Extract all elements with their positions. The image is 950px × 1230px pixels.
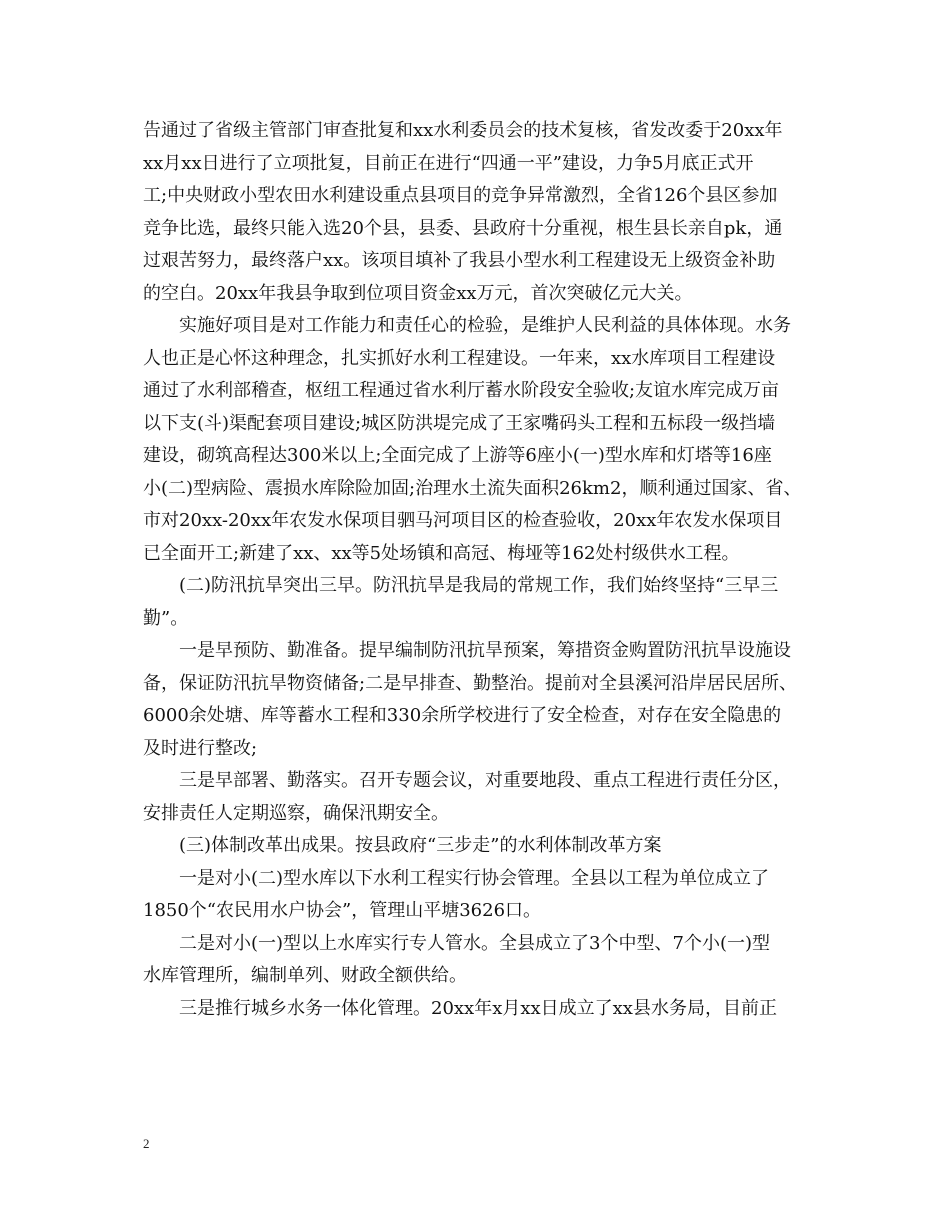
text-line: 三是早部署、勤落实。召开专题会议，对重要地段、重点工程进行责任分区， — [179, 770, 791, 791]
text-line: 一是早预防、勤准备。提早编制防汛抗旱预案，筹措资金购置防汛抗旱设施设 — [179, 640, 791, 661]
text-line: 过艰苦努力，最终落户xx。该项目填补了我县小型水利工程建设无上级资金补助 — [143, 250, 776, 271]
text-line: 安排责任人定期巡察，确保汛期安全。 — [143, 802, 449, 824]
text-line: 的空白。20xx年我县争取到位项目资金xx万元，首次突破亿元大关。 — [143, 282, 693, 304]
text-line: 水库管理所，编制单列、财政全额供给。 — [143, 965, 467, 986]
text-line: 已全面开工;新建了xx、xx等5处场镇和高冠、梅垭等162处村级供水工程。 — [143, 542, 740, 564]
text-line: 工;中央财政小型农田水利建设重点县项目的竞争异常激烈，全省126个县区参加 — [143, 185, 778, 206]
text-line: 二是对小(一)型以上水库实行专人管水。全县成立了3个中型、7个小(一)型 — [179, 932, 770, 954]
text-line: 一是对小(二)型水库以下水利工程实行协会管理。全县以工程为单位成立了 — [179, 867, 770, 889]
text-line: 小(二)型病险、震损水库除险加固;治理水土流失面积26km2，顺利通过国家、省、 — [143, 477, 802, 499]
text-line: 市对20xx-20xx年农发水保项目驷马河项目区的检查验收，20xx年农发水保项目 — [143, 510, 783, 531]
text-line: 及时进行整改; — [143, 737, 258, 759]
text-line: 通过了水利部稽查，枢纽工程通过省水利厅蓄水阶段安全验收;友谊水库完成万亩 — [143, 380, 780, 401]
text-line: 6000余处塘、库等蓄水工程和330余所学校进行了安全检查，对存在安全隐患的 — [143, 705, 782, 726]
text-line: 以下支(斗)渠配套项目建设;城区防洪堤完成了王家嘴码头工程和五标段一级挡墙 — [143, 412, 776, 434]
text-line: 勤”。 — [143, 607, 189, 629]
text-line: 人也正是心怀这种理念，扎实抓好水利工程建设。一年来，xx水库项目工程建设 — [143, 347, 776, 369]
text-line: (三)体制改革出成果。按县政府“三步走”的水利体制改革方案 — [179, 835, 662, 856]
text-line: 建设，砌筑高程达300米以上;全面完成了上游等6座小(一)型水库和灯塔等16座 — [143, 445, 772, 466]
text-line: 三是推行城乡水务一体化管理。20xx年x月xx日成立了xx县水务局，目前正 — [179, 997, 777, 1019]
text-line: xx月xx日进行了立项批复，目前正在进行“四通一平”建设，力争5月底正式开 — [143, 152, 754, 174]
text-line: 实施好项目是对工作能力和责任心的检验，是维护人民利益的具体体现。水务 — [179, 315, 791, 336]
body-text — [143, 115, 823, 1025]
text-line: 备，保证防汛抗旱物资储备;二是早排查、勤整治。提前对全县溪河沿岸居民居所、 — [143, 672, 798, 694]
text-line: (二)防汛抗旱突出三早。防汛抗旱是我局的常规工作，我们始终坚持“三早三 — [179, 575, 779, 596]
text-line: 1850个“农民用水户协会”，管理山平塘3626口。 — [143, 900, 542, 921]
text-line: 告通过了省级主管部门审查批复和xx水利委员会的技术复核，省发改委于20xx年 — [143, 120, 783, 141]
text-line: 竞争比选，最终只能入选20个县，县委、县政府十分重视，根生县长亲自pk，通 — [143, 217, 783, 239]
page-number: 2 — [143, 1136, 150, 1151]
